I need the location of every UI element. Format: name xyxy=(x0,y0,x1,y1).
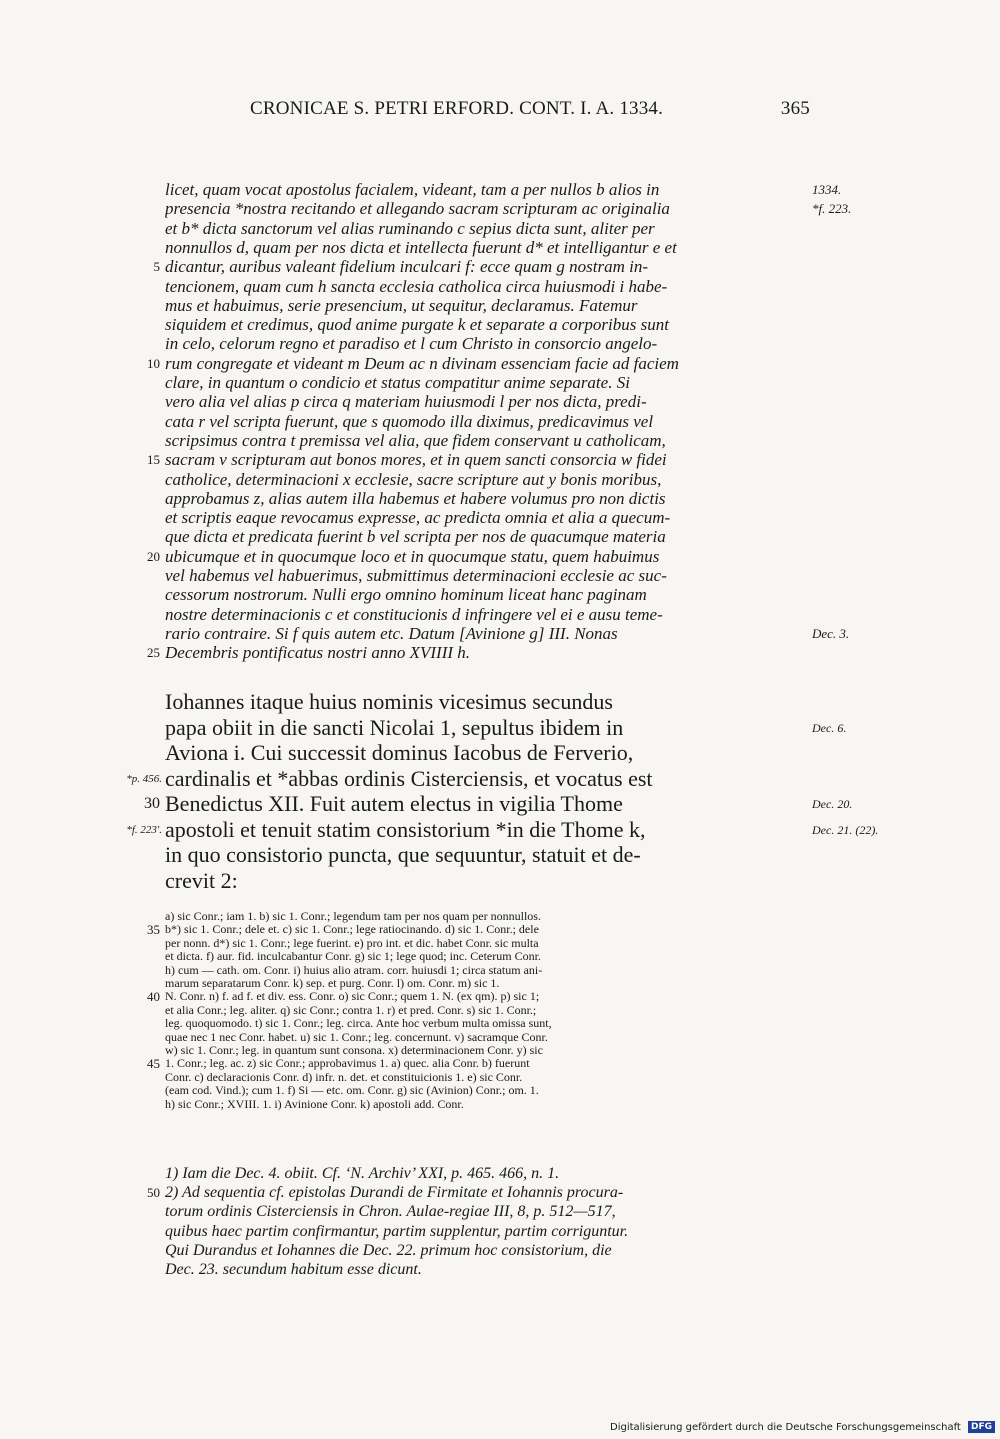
charter-text-line: cessorum nostrorum. Nulli ergo omnino hominum liceat hanc paginam xyxy=(165,585,647,605)
charter-text-line: et scriptis eaque revocamus expresse, ac predicta omnia et alia a quecum- xyxy=(165,508,671,528)
charter-text-line: approbamus z, alias autem illa habemus et habere volumus pro non dictis xyxy=(165,488,666,508)
apparatus-line: marum separatarum Conr. k) sep. et purg. Conr. l) om. Conr. m) sic 1. xyxy=(165,977,500,990)
narrative-text-line: Benedictus XII. Fuit autem electus in vigilia Thome xyxy=(165,792,623,816)
line-number: 40 xyxy=(147,989,160,1005)
charter-text-line: dicantur, auribus valeant fidelium inculcari f: ecce quam g nostram in- xyxy=(165,257,649,277)
digitization-credit xyxy=(610,1420,995,1436)
apparatus-line: per nonn. d*) sic 1. Conr.; lege fuerint. e) pro int. et dic. habet Conr. sic multa xyxy=(165,936,539,950)
apparatus-line: leg. quoquomodo. t) sic 1. Conr.; leg. circa. Ante hoc verbum multa omissa sunt, xyxy=(165,1017,552,1031)
apparatus-line: et dicta. f) aur. fid. inculcabantur Conr. g) sic 1; lege quod; inc. Ceterum Conr. xyxy=(165,950,541,964)
footnote-line: 2) Ad sequentia cf. epistolas Durandi de Firmitate et Iohannis procura- xyxy=(165,1184,624,1202)
charter-text-line: nonnullos d, quam per nos dicta et intellecta fuerunt d* et intelligantur e et xyxy=(165,237,677,257)
charter-text-line: que dicta et predicata fuerint b vel scripta per nos de quacumque materia xyxy=(165,527,666,547)
line-number: 20 xyxy=(147,548,160,564)
apparatus-line: a) sic Conr.; iam 1. b) sic 1. Conr.; legendum tam per nos quam per nonnullos. xyxy=(165,910,541,923)
credit-text: Digitalisierung gefördert durch die Deutsche Forschungsgemeinschaft xyxy=(610,1422,961,1433)
narrative-text-line: apostoli et tenuit statim consistorium *in die Thome k, xyxy=(165,817,646,842)
footnote-line: Qui Durandus et Iohannes die Dec. 22. primum hoc consistorium, die xyxy=(165,1241,612,1259)
margin-date-note: *f. 223. xyxy=(812,201,852,217)
dfg-logo: DFG xyxy=(968,1421,995,1433)
charter-text-line: siquidem et credimus, quod anime purgate k et separate a corporibus sunt xyxy=(165,315,669,335)
charter-text-line: cata r vel scripta fuerunt, que s quomodo illa diximus, predicavimus vel xyxy=(165,411,654,431)
page-number: 365 xyxy=(780,98,810,119)
charter-text-line: scripsimus contra t premissa vel alia, que fidem conservant u catholicam, xyxy=(165,430,666,450)
charter-text-line: tencionem, quam cum h sancta ecclesia catholica circa huiusmodi i habe- xyxy=(165,276,668,296)
charter-text-line: vero alia vel alias p circa q materiam huiusmodi l per nos dicta, predi- xyxy=(165,392,647,412)
margin-date-note: Dec. 3. xyxy=(812,625,850,641)
charter-text-line: ubicumque et in quocumque loco et in quocumque statu, quem habuimus xyxy=(165,546,660,566)
charter-text-line: presencia *nostra recitando et allegando sacram scripturam ac originalia xyxy=(165,199,670,219)
apparatus-line: h) cum — cath. om. Conr. i) huius alio atram. corr. huiusdi 1; circa statum ani- xyxy=(165,963,543,977)
charter-text-line: in celo, celorum regno et paradiso et l cum Christo in consorcio angelo- xyxy=(165,334,658,354)
margin-date-note: Dec. 6. xyxy=(812,720,847,735)
apparatus-line: w) sic 1. Conr.; leg. in quantum sunt consona. x) determinacionem Conr. y) sic xyxy=(165,1044,543,1057)
line-number: 35 xyxy=(147,922,160,938)
apparatus-line: 1. Conr.; leg. ac. z) sic Conr.; approbavimus 1. a) quec. alia Conr. b) fuerunt xyxy=(165,1057,530,1071)
charter-text-line: nostre determinacionis c et constitucionis d infringere vel ei e ausu teme- xyxy=(165,604,663,624)
apparatus-line: N. Conr. n) f. ad f. et div. ess. Conr. o) sic Conr.; quem 1. N. (ex qm). p) sic 1; xyxy=(165,990,540,1004)
margin-date-note: 1334. xyxy=(812,182,842,197)
charter-text-line: rum congregate et videant m Deum ac n divinam essenciam facie ad faciem xyxy=(165,353,679,373)
narrative-text-line: crevit 2: xyxy=(165,868,238,893)
margin-date-note: Dec. 20. xyxy=(812,797,853,811)
apparatus-line: h) sic Conr.; XVIII. 1. i) Avinione Conr. k) apostoli add. Conr. xyxy=(165,1097,464,1111)
charter-text-line: mus et habuimus, serie presencium, ut sequitur, declaramus. Fatemur xyxy=(165,295,638,315)
footnote-line: 1) Iam die Dec. 4. obiit. Cf. ‘N. Archiv’ XXI, p. 465. 466, n. 1. xyxy=(165,1165,560,1182)
narrative-text-line: Aviona i. Cui successit dominus Iacobus de Ferverio, xyxy=(165,741,634,765)
narrative-text-line: cardinalis et *abbas ordinis Cisterciensis, et vocatus est xyxy=(165,766,653,791)
line-number: 30 xyxy=(144,795,160,812)
charter-text-line: sacram v scripturam aut bonos mores, et in quem sancti consorcia w fidei xyxy=(165,450,667,470)
apparatus-line: Conr. c) declaracionis Conr. d) infr. n. det. et constituicionis 1. e) sic Conr. xyxy=(165,1070,523,1084)
footnote-line: quibus haec partim confirmantur, partim supplentur, partim corriguntur. xyxy=(165,1222,629,1240)
apparatus-line: (eam cod. Vind.); cum 1. f) Si — etc. om. Conr. g) sic (Avinion) Conr.; om. 1. xyxy=(165,1084,539,1098)
narrative-text-line: papa obiit in die sancti Nicolai 1, sepultus ibidem in xyxy=(165,715,624,740)
charter-text-line: et b* dicta sanctorum vel alias ruminando c sepius dicta sunt, aliter per xyxy=(165,218,655,238)
charter-text-line: catholice, determinacioni x ecclesie, sacre scripture aut y bonis moribus, xyxy=(165,469,662,489)
charter-text-line: clare, in quantum o condicio et status compatitur anime separate. Si xyxy=(165,373,630,392)
line-number: 5 xyxy=(153,259,160,275)
apparatus-line: quae nec 1 nec Conr. habet. u) sic 1. Conr.; leg. concernunt. v) sacramque Conr. xyxy=(165,1030,548,1044)
charter-text-line: Decembris pontificatus nostri anno XVIIII h. xyxy=(165,643,471,663)
page-reference-mark: *f. 223'. xyxy=(126,823,162,836)
line-number: 10 xyxy=(147,355,160,371)
line-number: 25 xyxy=(147,645,160,661)
line-number: 45 xyxy=(147,1056,160,1072)
line-number: 15 xyxy=(147,452,160,468)
charter-text-line: vel habemus vel habuerimus, submittimus determinacioni ecclesie ac suc- xyxy=(165,566,667,585)
running-title: CRONICAE S. PETRI ERFORD. CONT. I. A. 1334. xyxy=(250,98,664,119)
footnote-line: torum ordinis Cisterciensis in Chron. Aulae-regiae III, 8, p. 512—517, xyxy=(165,1203,616,1221)
line-number: 50 xyxy=(147,1185,160,1201)
margin-date-note: Dec. 21. (22). xyxy=(812,822,879,837)
apparatus-line: et alia Conr.; leg. aliter. q) sic Conr.; contra 1. r) et pred. Conr. s) sic 1. Conr.; xyxy=(165,1003,537,1017)
page-reference-mark: *p. 456. xyxy=(126,772,162,785)
charter-text-line: rario contraire. Si f quis autem etc. Datum [Avinione g] III. Nonas xyxy=(165,623,618,643)
narrative-text-line: in quo consistorio puncta, que sequuntur, statuit et de- xyxy=(165,843,641,867)
narrative-text-line: Iohannes itaque huius nominis vicesimus secundus xyxy=(165,690,613,714)
running-header xyxy=(250,98,810,128)
charter-text-line: licet, quam vocat apostolus facialem, videant, tam a per nullos b alios in xyxy=(165,180,660,199)
apparatus-line: b*) sic 1. Conr.; dele et. c) sic 1. Conr.; lege ratiocinando. d) sic 1. Conr.; dele xyxy=(165,923,539,937)
footnote-line: Dec. 23. secundum habitum esse dicunt. xyxy=(165,1261,422,1278)
